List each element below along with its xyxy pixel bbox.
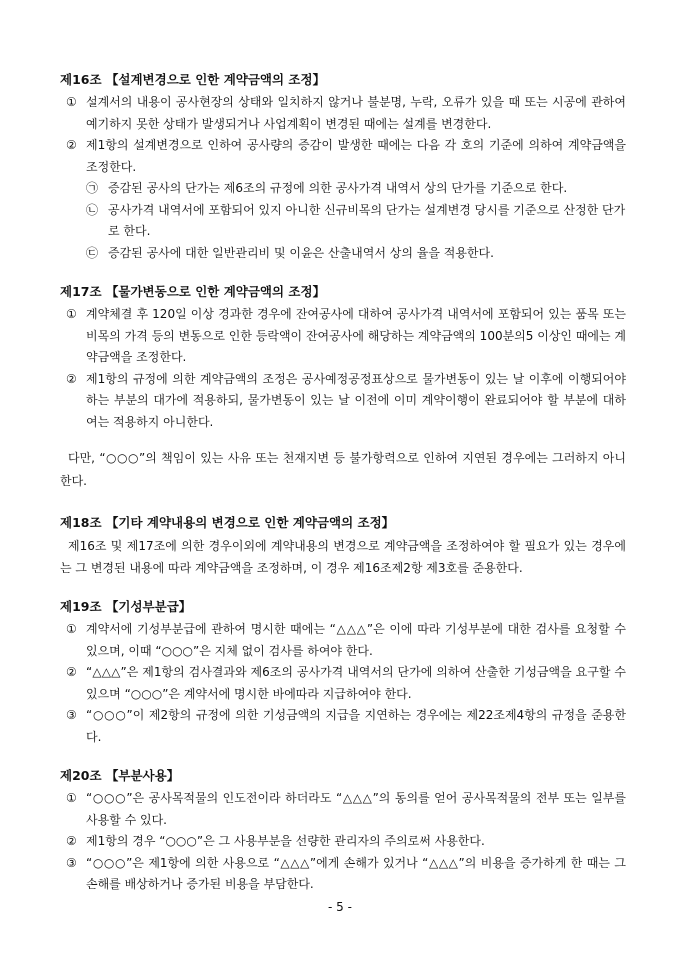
clause-number: ② (66, 665, 77, 679)
subclause-number: ㉠ (86, 181, 99, 195)
subclause-text: 증감된 공사의 단가는 제6조의 규정에 의한 공사가격 내역서 상의 단가를 기준으로 한다. (108, 181, 568, 195)
clause-text: 계약서에 기성부분급에 관하여 명시한 때에는 “△△△”은 이에 따라 기성부분에 대한 검사를 요청할 수 있으며, 이때 “○○○”은 지체 없이 검사를 하여야 한다. (86, 622, 626, 658)
article-17 (60, 282, 626, 433)
article-20 (60, 766, 626, 896)
clause (60, 135, 626, 178)
clause (60, 92, 626, 135)
clause (60, 705, 626, 748)
clause-text: “○○○”은 제1항에 의한 사용으로 “△△△”에게 손해가 있거나 “△△△”의 비용을 증가하게 한 때는 그 손해를 배상하거나 증가된 비용을 부담한다. (86, 855, 626, 891)
clause (60, 304, 626, 369)
clause-number: ① (66, 307, 77, 321)
clause-number: ① (66, 95, 77, 109)
article-paragraph: 제16조 및 제17조에 의한 경우이외에 계약내용의 변경으로 계약금액을 조정하여야 할 필요가 있는 경우에는 그 변경된 내용에 따라 계약금액을 조정하며, 이 경우 제16조제2항 제3호를 준용한다. (60, 539, 626, 575)
article-17-proviso: 다만, “○○○”의 책임이 있는 사유 또는 천재지변 등 불가항력으로 인하여 지연된 경우에는 그러하지 아니한다. (60, 451, 626, 488)
clause-number: ② (66, 834, 77, 848)
clause-number: ② (66, 138, 77, 152)
subclause-number: ㉡ (86, 202, 99, 217)
article-title: 제17조 【물가변동으로 인한 계약금액의 조정】 (60, 284, 326, 299)
clause-text: “○○○”이 제2항의 규정에 의한 기성금액의 지급을 지연하는 경우에는 제22조제4항의 규정을 준용한다. (86, 708, 626, 744)
clause-text: “○○○”은 공사목적물의 인도전이라 하더라도 “△△△”의 동의를 얻어 공사목적물의 전부 또는 일부를 사용할 수 있다. (86, 791, 626, 827)
clause (60, 369, 626, 434)
article-19 (60, 597, 626, 748)
subclause-text: 공사가격 내역서에 포함되어 있지 아니한 신규비목의 단가는 설계변경 당시를 기준으로 산정한 단가로 한다. (108, 202, 626, 238)
document-page (60, 70, 626, 914)
clause-number: ② (66, 371, 77, 386)
clause-text: 계약체결 후 120일 이상 경과한 경우에 잔여공사에 대하여 공사가격 내역서에 포함되어 있는 품목 또는 비목의 가격 등의 변동으로 인한 등락액이 잔여공사에 해당하는 계약금액의 100분의5 이상인 때에는 계약금액을 조정한다. (86, 307, 626, 364)
clause-text: 제1항의 설계변경으로 인하여 공사량의 증감이 발생한 때에는 다음 각 호의 기준에 의하여 계약금액을 조정한다. (86, 138, 626, 174)
article-18 (60, 513, 626, 579)
page-number: - 5 - (328, 900, 352, 914)
subclause (60, 178, 626, 200)
clause-number: ③ (66, 855, 77, 870)
clause-text: “△△△”은 제1항의 검사결과와 제6조의 공사가격 내역서의 단가에 의하여 산출한 기성금액을 요구할 수 있으며 “○○○”은 계약서에 명시한 바에따라 지급하여야 한다. (86, 665, 626, 701)
clause (60, 662, 626, 705)
clause (60, 853, 626, 896)
clause (60, 831, 626, 853)
clause-text: 설계서의 내용이 공사현장의 상태와 일치하지 않거나 불분명, 누락, 오류가 있을 때 또는 시공에 관하여 예기하지 못한 상태가 발생되거나 사업계획이 변경된 때에는 설계를 변경한다. (86, 95, 626, 131)
subclause-number: ㉢ (86, 245, 99, 260)
clause-text: 제1항의 경우 “○○○”은 그 사용부분을 선량한 관리자의 주의로써 사용한다. (86, 834, 485, 848)
article-title: 제19조 【기성부분급】 (60, 599, 192, 614)
clause-number: ③ (66, 708, 77, 722)
article-title: 제16조 【설계변경으로 인한 계약금액의 조정】 (60, 72, 326, 87)
clause-text: 제1항의 규정에 의한 계약금액의 조정은 공사예정공정표상으로 물가변동이 있는 날 이후에 이행되어야 하는 부분의 대가에 적용하되, 물가변동이 있는 날 이전에 이미 계약이행이 완료되어야 할 부분에 대하여는 적용하지 아니한다. (86, 371, 626, 429)
clause (60, 788, 626, 831)
subclause (60, 200, 626, 243)
article-16 (60, 70, 626, 264)
article-title: 제20조 【부분사용】 (60, 768, 180, 783)
subclause-text: 증감된 공사에 대한 일반관리비 및 이윤은 산출내역서 상의 율을 적용한다. (108, 245, 494, 260)
subclause (60, 243, 626, 265)
clause (60, 619, 626, 662)
article-title: 제18조 【기타 계약내용의 변경으로 인한 계약금액의 조정】 (60, 515, 395, 530)
clause-number: ① (66, 622, 77, 636)
clause-number: ① (66, 791, 77, 805)
